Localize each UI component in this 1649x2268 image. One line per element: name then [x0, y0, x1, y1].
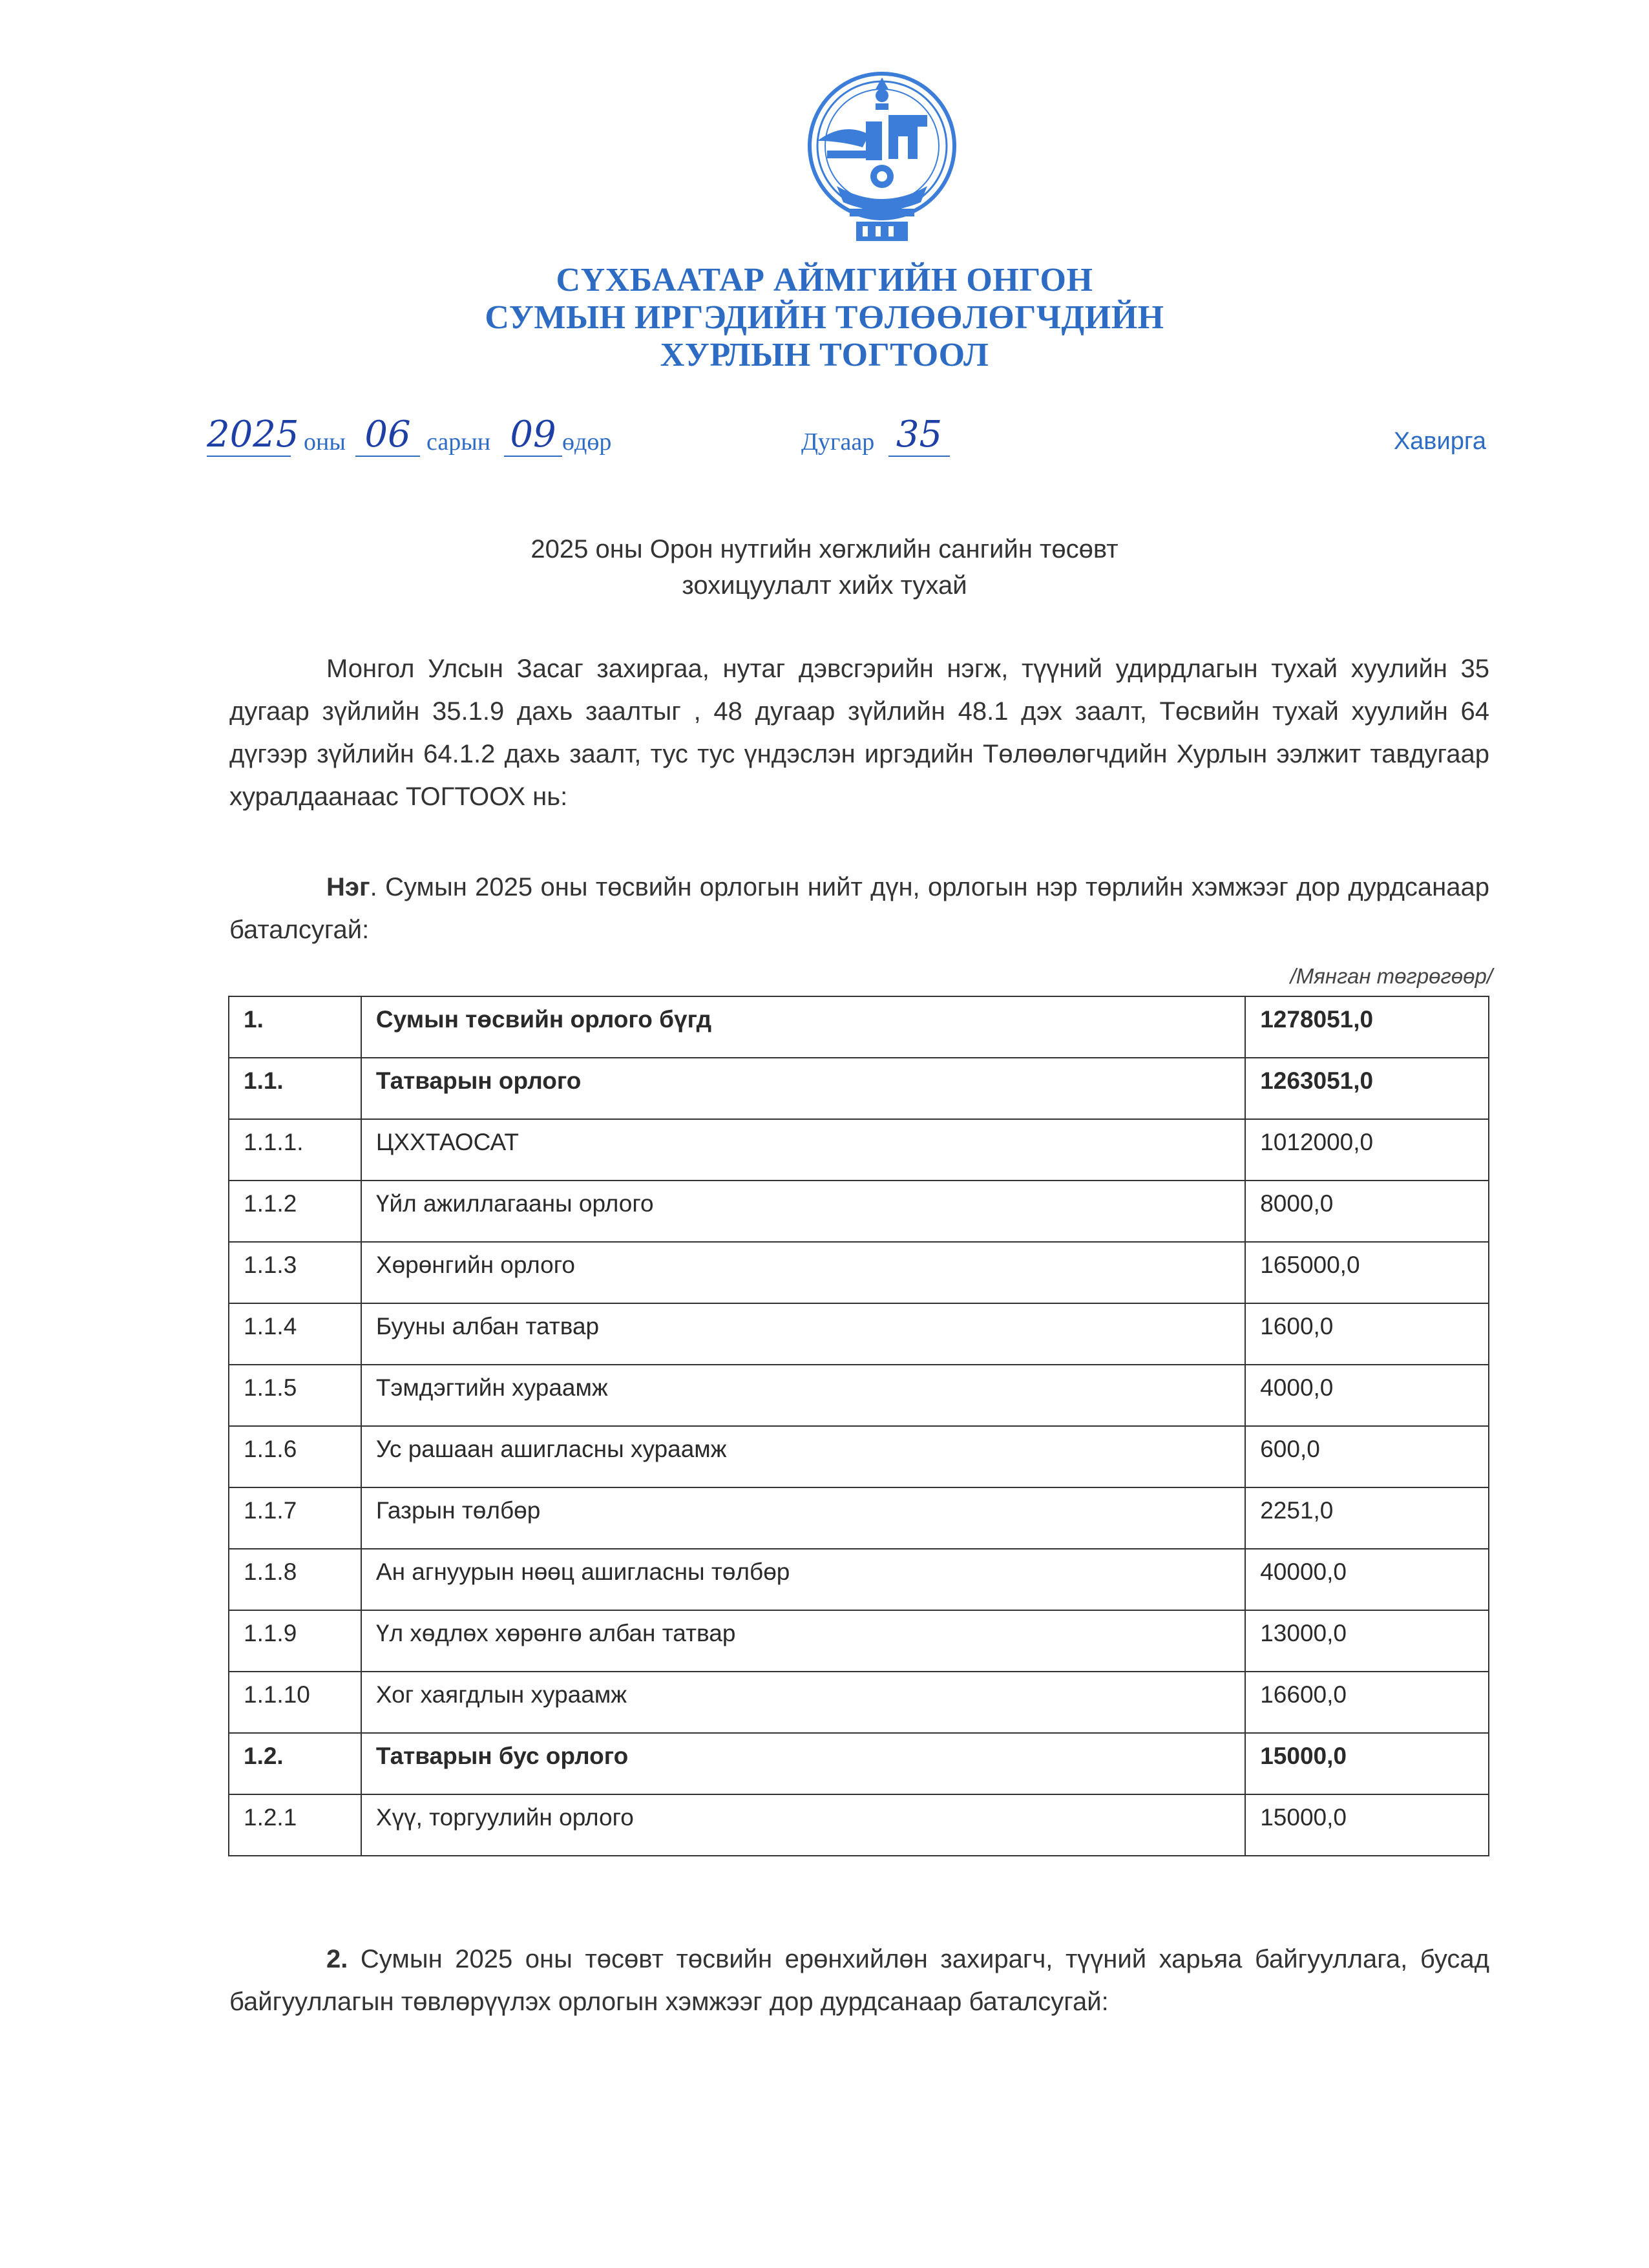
header-line-3: ХУРЛЫН ТОГТООЛ — [660, 337, 989, 373]
row-code: 1.1.4 — [229, 1303, 361, 1365]
resolution-title — [0, 531, 1649, 604]
document-header — [0, 262, 1649, 374]
row-amount: 1263051,0 — [1245, 1058, 1489, 1119]
number-label: Дугаар — [801, 428, 875, 456]
row-name: Хүү, торгуулийн орлого — [361, 1794, 1245, 1856]
table-row — [229, 1733, 1489, 1794]
budget-table — [228, 996, 1489, 1856]
row-name: Татварын бус орлого — [361, 1733, 1245, 1794]
row-code: 1.1.2 — [229, 1181, 361, 1242]
section-one-label: Нэг — [326, 873, 370, 901]
row-name: Татварын орлого — [361, 1058, 1245, 1119]
row-name: Бууны албан татвар — [361, 1303, 1245, 1365]
row-name: Ан агнуурын нөөц ашигласны төлбөр — [361, 1549, 1245, 1610]
title-line-1: 2025 оны Орон нутгийн хөгжлийн сангийн төсөвт — [530, 535, 1119, 563]
row-amount: 2251,0 — [1245, 1487, 1489, 1549]
row-amount: 16600,0 — [1245, 1672, 1489, 1733]
state-emblem — [779, 70, 985, 247]
row-code: 1.1.5 — [229, 1365, 361, 1426]
header-line-2: СУМЫН ИРГЭДИЙН ТӨЛӨӨЛӨГЧДИЙН — [485, 299, 1164, 336]
resolution-number: 35 — [888, 414, 950, 457]
date-line — [207, 414, 1486, 472]
table-row — [229, 1610, 1489, 1672]
section-one — [229, 866, 1489, 951]
row-code: 1.1.6 — [229, 1426, 361, 1487]
table-row — [229, 1181, 1489, 1242]
intro-paragraph — [229, 647, 1489, 818]
table-row — [229, 996, 1489, 1058]
row-code: 1.2. — [229, 1733, 361, 1794]
row-code: 1. — [229, 996, 361, 1058]
table-row — [229, 1058, 1489, 1119]
table-row — [229, 1794, 1489, 1856]
row-amount: 15000,0 — [1245, 1733, 1489, 1794]
row-name: Ус рашаан ашигласны хураамж — [361, 1426, 1245, 1487]
section-two-text: Сумын 2025 оны төсөвт төсвийн ерөнхийлөн захирагч, түүний харьяа байгууллага, бусад байгууллагын төвлөрүүлэх орлогын хэмжээг дор дурдсанаар баталсугай: — [229, 1945, 1489, 2016]
row-code: 1.1. — [229, 1058, 361, 1119]
table-row — [229, 1549, 1489, 1610]
row-amount: 13000,0 — [1245, 1610, 1489, 1672]
unit-note: /Мянган төгрөгөөр/ — [1290, 964, 1493, 988]
row-code: 1.1.7 — [229, 1487, 361, 1549]
table-row — [229, 1242, 1489, 1303]
date-day: 09 — [504, 414, 562, 457]
table-row — [229, 1426, 1489, 1487]
row-code: 1.1.8 — [229, 1549, 361, 1610]
title-line-2: зохицуулалт хийх тухай — [682, 571, 967, 600]
row-code: 1.1.9 — [229, 1610, 361, 1672]
table-row — [229, 1365, 1489, 1426]
budget-table-body — [229, 996, 1489, 1856]
row-amount: 15000,0 — [1245, 1794, 1489, 1856]
date-month: 06 — [355, 414, 420, 457]
table-row — [229, 1303, 1489, 1365]
section-one-text: . Сумын 2025 оны төсвийн орлогын нийт дүн, орлогын нэр төрлийн хэмжээг дор дурдсанаар баталсугай: — [229, 873, 1489, 944]
month-label: сарын — [426, 428, 491, 456]
section-two — [229, 1938, 1489, 2023]
row-amount: 600,0 — [1245, 1426, 1489, 1487]
row-code: 1.1.10 — [229, 1672, 361, 1733]
row-amount: 165000,0 — [1245, 1242, 1489, 1303]
row-amount: 40000,0 — [1245, 1549, 1489, 1610]
row-name: ЦХХТАОСАТ — [361, 1119, 1245, 1181]
row-name: Хог хаягдлын хураамж — [361, 1672, 1245, 1733]
header-line-1: СҮХБААТАР АЙМГИЙН ОНГОН — [556, 262, 1093, 299]
row-name: Үйл ажиллагааны орлого — [361, 1181, 1245, 1242]
row-name: Хөрөнгийн орлого — [361, 1242, 1245, 1303]
row-amount: 1600,0 — [1245, 1303, 1489, 1365]
location: Хавирга — [1393, 428, 1486, 455]
row-code: 1.2.1 — [229, 1794, 361, 1856]
row-name: Тэмдэгтийн хураамж — [361, 1365, 1245, 1426]
row-amount: 8000,0 — [1245, 1181, 1489, 1242]
intro-text: Монгол Улсын Засаг захиргаа, нутаг дэвсгэрийн нэгж, түүний удирдлагын тухай хуулийн 35 дугаар зүйлийн 35.1.9 дахь заалтыг , 48 дугаар зүйлийн 48.1 дэх заалт, Төсвийн тухай хуулийн 64 дүгээр зүйлийн 64.1.2 дахь заалт, тус тус үндэслэн иргэдийн Төлөөлөгчдийн Хурлын ээлжит тавдугаар хуралдаанаас ТОГТООХ нь: — [229, 655, 1489, 811]
row-amount: 4000,0 — [1245, 1365, 1489, 1426]
row-code: 1.1.1. — [229, 1119, 361, 1181]
row-amount: 1012000,0 — [1245, 1119, 1489, 1181]
date-year: 2025 — [207, 414, 299, 456]
row-name: Үл хөдлөх хөрөнгө албан татвар — [361, 1610, 1245, 1672]
row-amount: 1278051,0 — [1245, 996, 1489, 1058]
table-row — [229, 1119, 1489, 1181]
section-two-label: 2. — [326, 1945, 348, 1973]
table-row — [229, 1487, 1489, 1549]
table-row — [229, 1672, 1489, 1733]
row-code: 1.1.3 — [229, 1242, 361, 1303]
day-label: өдөр — [562, 428, 612, 456]
row-name: Газрын төлбөр — [361, 1487, 1245, 1549]
row-name: Сумын төсвийн орлого бүгд — [361, 996, 1245, 1058]
year-label: оны — [304, 428, 346, 456]
